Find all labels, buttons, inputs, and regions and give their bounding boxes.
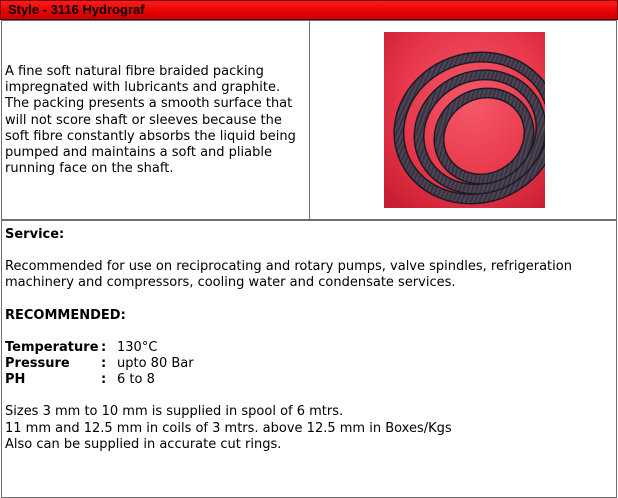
description-line: impregnated with lubricants and graphite. bbox=[5, 80, 281, 96]
spec-table bbox=[5, 340, 194, 389]
spec-label: PH bbox=[5, 372, 26, 388]
spec-value: 6 to 8 bbox=[117, 372, 155, 388]
spec-value: upto 80 Bar bbox=[117, 356, 194, 372]
spec-label: Temperature bbox=[5, 339, 99, 355]
spec-row-pressure bbox=[5, 356, 194, 372]
spec-value: 130°C bbox=[117, 339, 158, 355]
description-line: A fine soft natural fibre braided packing bbox=[5, 64, 264, 79]
sizes-line: Sizes 3 mm to 10 mm is supplied in spool of 6 mtrs. bbox=[5, 404, 344, 420]
description-line: The packing presents a smooth surface that bbox=[5, 96, 293, 112]
description-line: pumped and maintains a soft and pliable bbox=[5, 145, 272, 161]
spec-row-temperature bbox=[5, 340, 194, 356]
service-text-line: Recommended for use on reciprocating and rotary pumps, valve spindles, refrigeration bbox=[5, 259, 572, 275]
description-line: will not score shaft or sleeves because the bbox=[5, 112, 282, 128]
service-text-line: machinery and compressors, cooling water and condensate services. bbox=[5, 275, 456, 291]
description-line: soft fibre constantly absorbs the liquid being bbox=[5, 128, 296, 144]
column-divider bbox=[309, 21, 310, 219]
product-title: Style - 3116 Hydrograf bbox=[8, 2, 145, 17]
product-description bbox=[5, 64, 307, 177]
product-photo bbox=[384, 32, 545, 208]
recommended-heading: RECOMMENDED: bbox=[5, 307, 126, 323]
product-details-row bbox=[1, 220, 617, 498]
product-overview-row bbox=[1, 20, 617, 220]
description-line: running face on the shaft. bbox=[5, 161, 174, 177]
spec-separator: : bbox=[101, 356, 107, 372]
service-heading: Service: bbox=[5, 227, 65, 242]
title-bar bbox=[0, 0, 618, 20]
spec-separator: : bbox=[101, 339, 107, 355]
spec-label: Pressure bbox=[5, 356, 70, 372]
sizes-line: 11 mm and 12.5 mm in coils of 3 mtrs. above 12.5 mm in Boxes/Kgs bbox=[5, 420, 452, 436]
sizes-line: Also can be supplied in accurate cut rings. bbox=[5, 436, 282, 452]
spec-separator: : bbox=[101, 372, 107, 388]
spec-row-ph bbox=[5, 372, 194, 388]
